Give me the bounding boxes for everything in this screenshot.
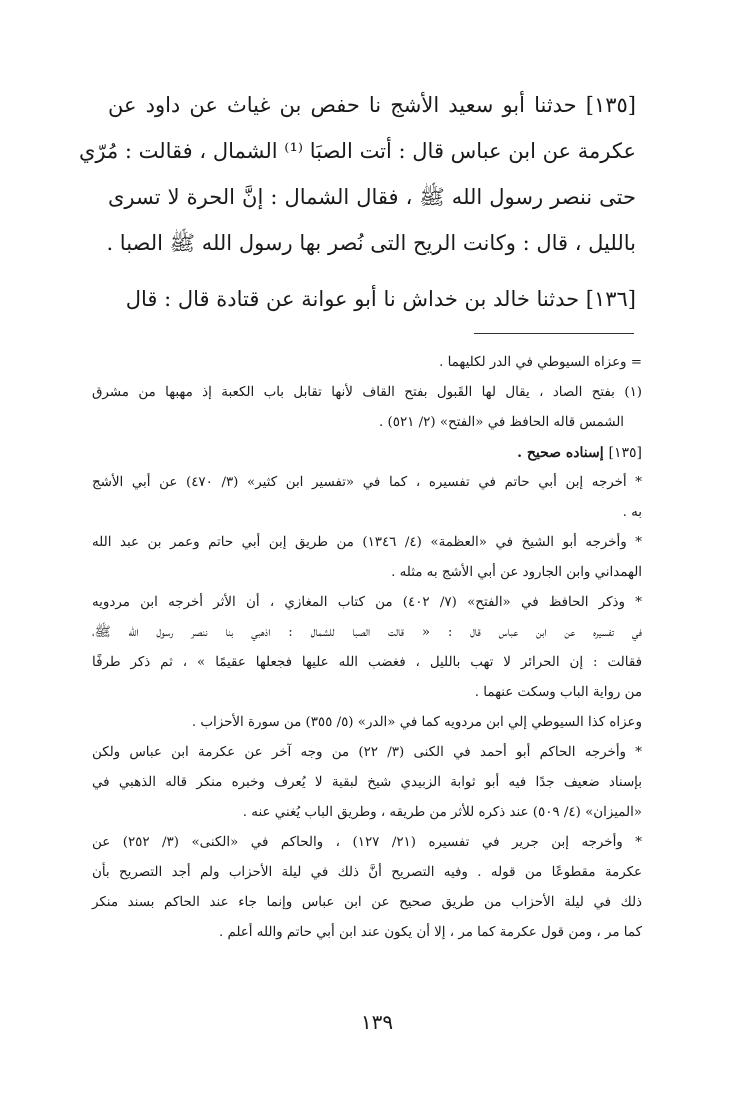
takhrij-heading [92,438,642,468]
footnote-line: في تفسيره عن ابن عباس قال : « قالت الصبا للشمال : اذهبي بنا ننصر رسول الله ﷺ، [92,625,642,640]
main-line: عكرمة عن ابن عباس قال : أتت الصبَا ⁽¹⁾ الشمال ، فقالت : مُرّي [78,139,636,163]
main-text [78,82,636,322]
footnote-line: * وأخرجه الحاكم أبو أحمد في الكنى (٣/ ٢٢) من وجه آخر عن عكرمة ابن عباس ولكن [92,745,642,760]
footnote-line: * وأخرجه أبو الشيخ في «العظمة» (٤/ ١٣٤٦) من طريق إبن أبي حاتم وعمر بن عبد الله [92,535,642,550]
isnad-status: إسناده صحيح . [517,445,604,461]
footnote-line: من رواية الباب وسكت عنهما . [474,685,642,700]
footnote-line: به . [622,505,642,520]
footnote-line: (١) بفتح الصاد ، يقال لها القَبول بفتح القاف لأنها تقابل باب الكعبة إذ مهبها من مشرق [92,385,642,400]
paragraph-gap [108,266,636,276]
takhrij-number: [١٣٥] [608,445,642,461]
footnote-line: الشمس قاله الحافظ في «الفتح» (٢/ ٥٢١) . [379,415,624,430]
footnote-separator [474,333,634,334]
footnote-line: * وذكر الحافظ في «الفتح» (٧/ ٤٠٢) من كتاب المغازي ، أن الأثر أخرجه ابن مردويه [92,595,642,610]
footnote-line: * أخرجه إبن أبي حاتم في تفسيره ، كما في «تفسير ابن كثير» (٣/ ٤٧٠) عن أبي الأشج [92,475,642,490]
footnote-line: = وعزاه السيوطي في الدر لكليهما . [439,355,642,370]
footnote-line: كما مر ، ومن قول عكرمة كما مر ، إلا أن يكون عند ابن أبي حاتم والله أعلم . [218,925,642,940]
footnote-line: الهمداني وابن الجارود عن أبي الأشج به مثله . [391,565,642,580]
footnote-line: فقالت : إن الحرائر لا تهب بالليل ، فغضب الله عليها فجعلها عقيمًا » ، ثم ذكر طرفًا [92,655,642,670]
footnote-line: بإسناد ضعيف جدًا فيه أبو ثوابة الزبيدي شيخ لبقية لا يُعرف وخبره منكر قاله الذهبي في [92,775,642,790]
footnotes [92,348,642,948]
footnote-line: ذلك في ليلة الأحزاب من طريق صحيح عن ابن عباس وإنما جاء عند الحاكم بسند منكر [92,895,642,910]
page-number: ١٣٩ [360,1010,394,1034]
footnote-line: عكرمة مقطوعًا من قوله . وفيه التصريح أنَّ ذلك في ليلة الأحزاب ولم أجد التصريح بأن [92,865,642,880]
main-line: [١٣٥] حدثنا أبو سعيد الأشج نا حفص بن غياث عن داود عن [108,93,636,117]
main-line: بالليل ، قال : وكانت الريح التى نُصر بها رسول الله ﷺ الصبا . [106,231,636,255]
footnote-line: * وأخرجه إبن جرير في تفسيره (٢١/ ١٢٧) ، والحاكم في «الكنى» (٣/ ٢٥٢) عن [92,835,642,850]
main-line: حتى ننصر رسول الله ﷺ ، فقال الشمال : إنَّ الحرة لا تسرى [108,185,636,209]
footnote-line: وعزاه كذا السيوطي إلي ابن مردويه كما في «الدر» (٥/ ٣٥٥) من سورة الأحزاب . [191,715,642,730]
footnote-line: «الميزان» (٤/ ٥٠٩) عند ذكره للأثر من طريقه ، وطريق الباب يُغني عنه . [242,805,642,820]
main-line: [١٣٦] حدثنا خالد بن خداش نا أبو عوانة عن قتادة قال : قال [125,287,636,311]
